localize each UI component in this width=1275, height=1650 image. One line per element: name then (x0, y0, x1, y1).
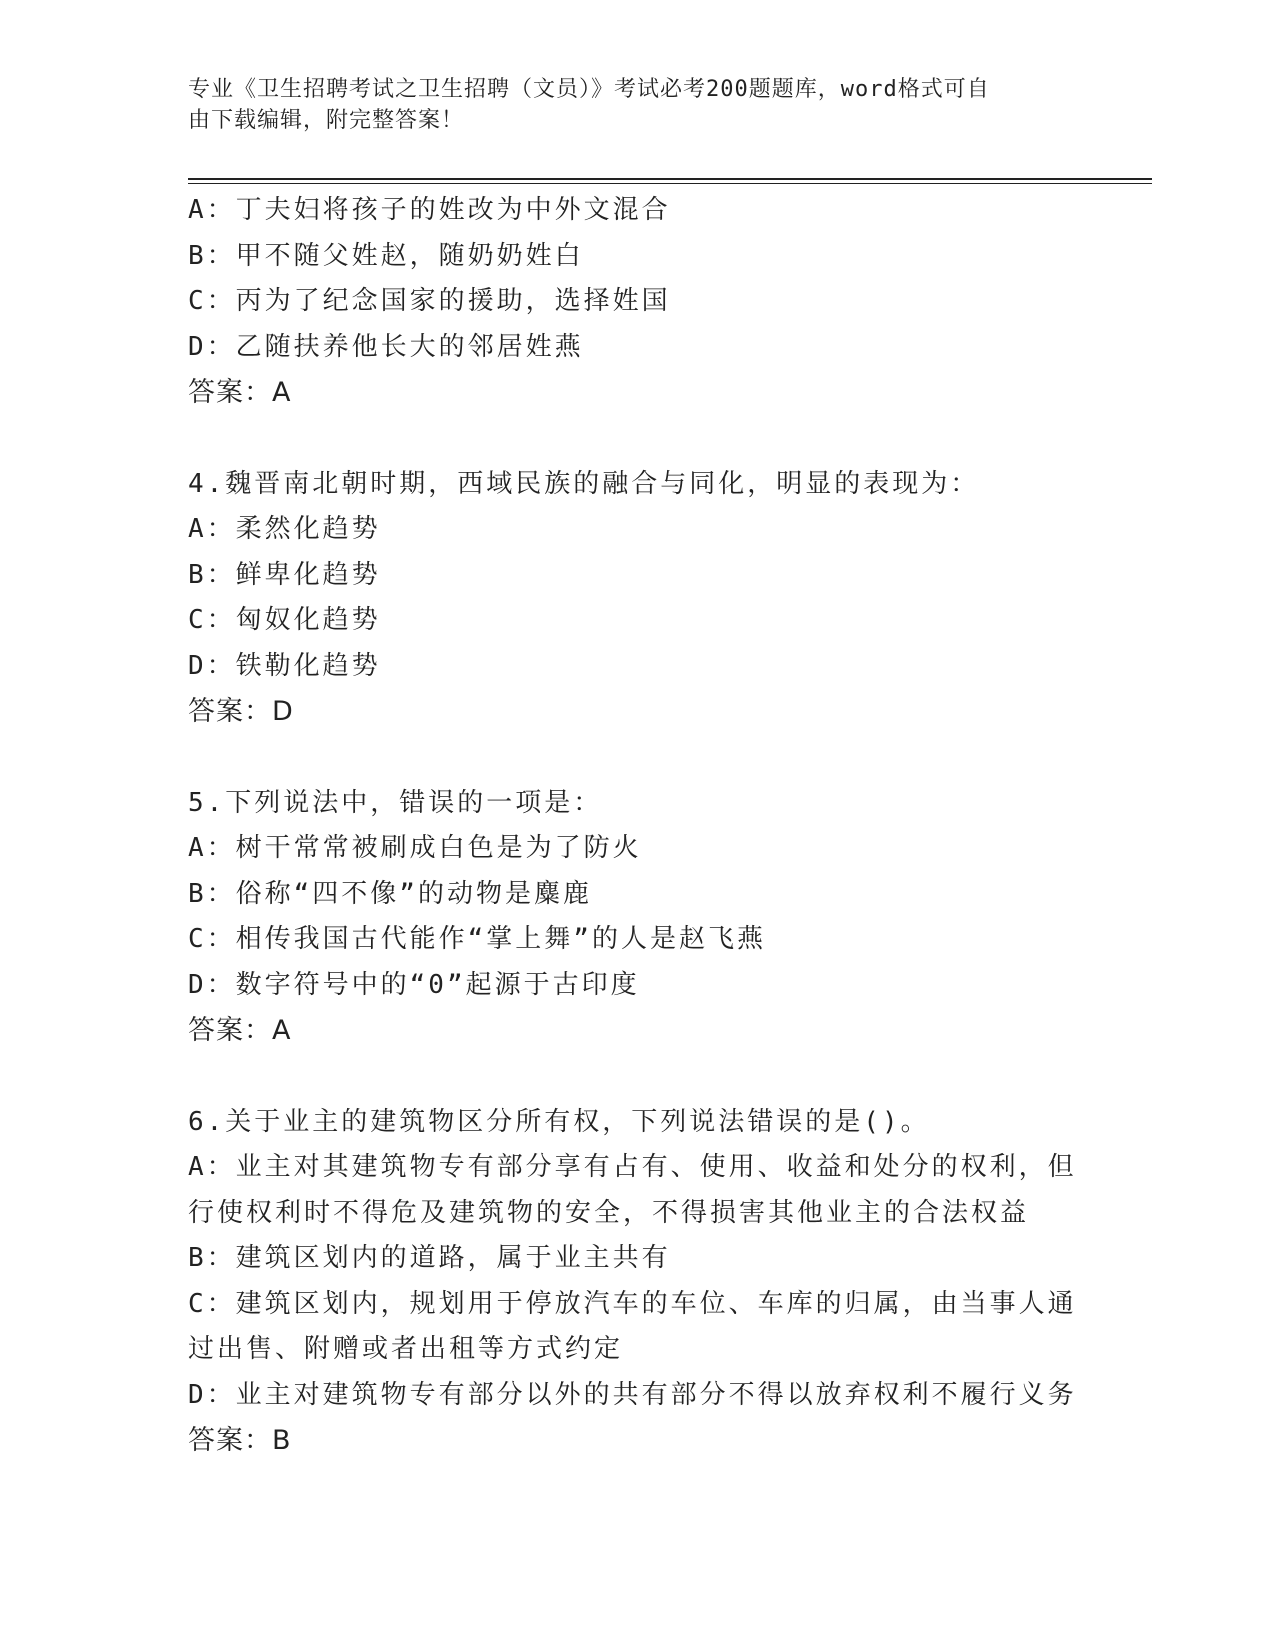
q5-option-d: D：数字符号中的“0”起源于古印度 (188, 969, 640, 1000)
q5-option-a: A：树干常常被刷成白色是为了防火 (188, 833, 642, 863)
q3-answer: 答案：A (188, 377, 292, 408)
q4-option-c: C：匈奴化趋势 (188, 605, 381, 635)
q5-question: 5.下列说法中，错误的一项是： (188, 787, 603, 818)
q6-option-c: C：建筑区划内，规划用于停放汽车的车位、车库的归属，由当事人通过出售、附赠或者出租等方式约定 (188, 1288, 1077, 1364)
question-list (188, 188, 1088, 1464)
header-divider (188, 178, 1152, 180)
q6-option-b: B：建筑区划内的道路，属于业主共有 (188, 1243, 671, 1273)
q3-option-d: D：乙随扶养他长大的邻居姓燕 (188, 331, 584, 362)
q6-option-d: D：业主对建筑物专有部分以外的共有部分不得以放弃权利不履行义务 (188, 1379, 1077, 1410)
question-5-block (188, 781, 1088, 1054)
q6-answer: 答案：B (188, 1425, 292, 1456)
spacer (188, 735, 1088, 781)
q4-question: 4.魏晋南北朝时期，西域民族的融合与同化，明显的表现为： (188, 468, 980, 499)
q4-answer: 答案：D (188, 696, 294, 727)
q5-answer: 答案：A (188, 1015, 292, 1046)
spacer (188, 416, 1088, 462)
document-header (188, 74, 1068, 136)
q6-option-a: A：业主对其建筑物专有部分享有占有、使用、收益和处分的权利，但行使权利时不得危及建筑物的安全，不得损害其他业主的合法权益 (188, 1152, 1077, 1228)
question-4-block (188, 462, 1088, 735)
header-title-line-2: 由下载编辑，附完整答案！ (188, 108, 465, 133)
q5-option-c: C：相传我国古代能作“掌上舞”的人是赵飞燕 (188, 924, 766, 954)
q6-question: 6.关于业主的建筑物区分所有权，下列说法错误的是()。 (188, 1106, 930, 1137)
q5-option-b: B：俗称“四不像”的动物是麋鹿 (188, 878, 592, 909)
q4-option-d: D：铁勒化趋势 (188, 650, 381, 681)
question-6-block (188, 1100, 1088, 1464)
q4-option-a: A：柔然化趋势 (188, 514, 381, 544)
question-3-block (188, 188, 1088, 416)
header-divider-thin (188, 183, 1152, 184)
q3-option-a: A：丁夫妇将孩子的姓改为中外文混合 (188, 195, 671, 225)
q3-option-c: C：丙为了纪念国家的援助，选择姓国 (188, 286, 671, 316)
header-title-line-1: 专业《卫生招聘考试之卫生招聘（文员）》考试必考200题题库，word格式可自 (188, 77, 990, 102)
q4-option-b: B：鲜卑化趋势 (188, 559, 381, 590)
q3-option-b: B：甲不随父姓赵，随奶奶姓白 (188, 240, 584, 271)
spacer (188, 1054, 1088, 1100)
